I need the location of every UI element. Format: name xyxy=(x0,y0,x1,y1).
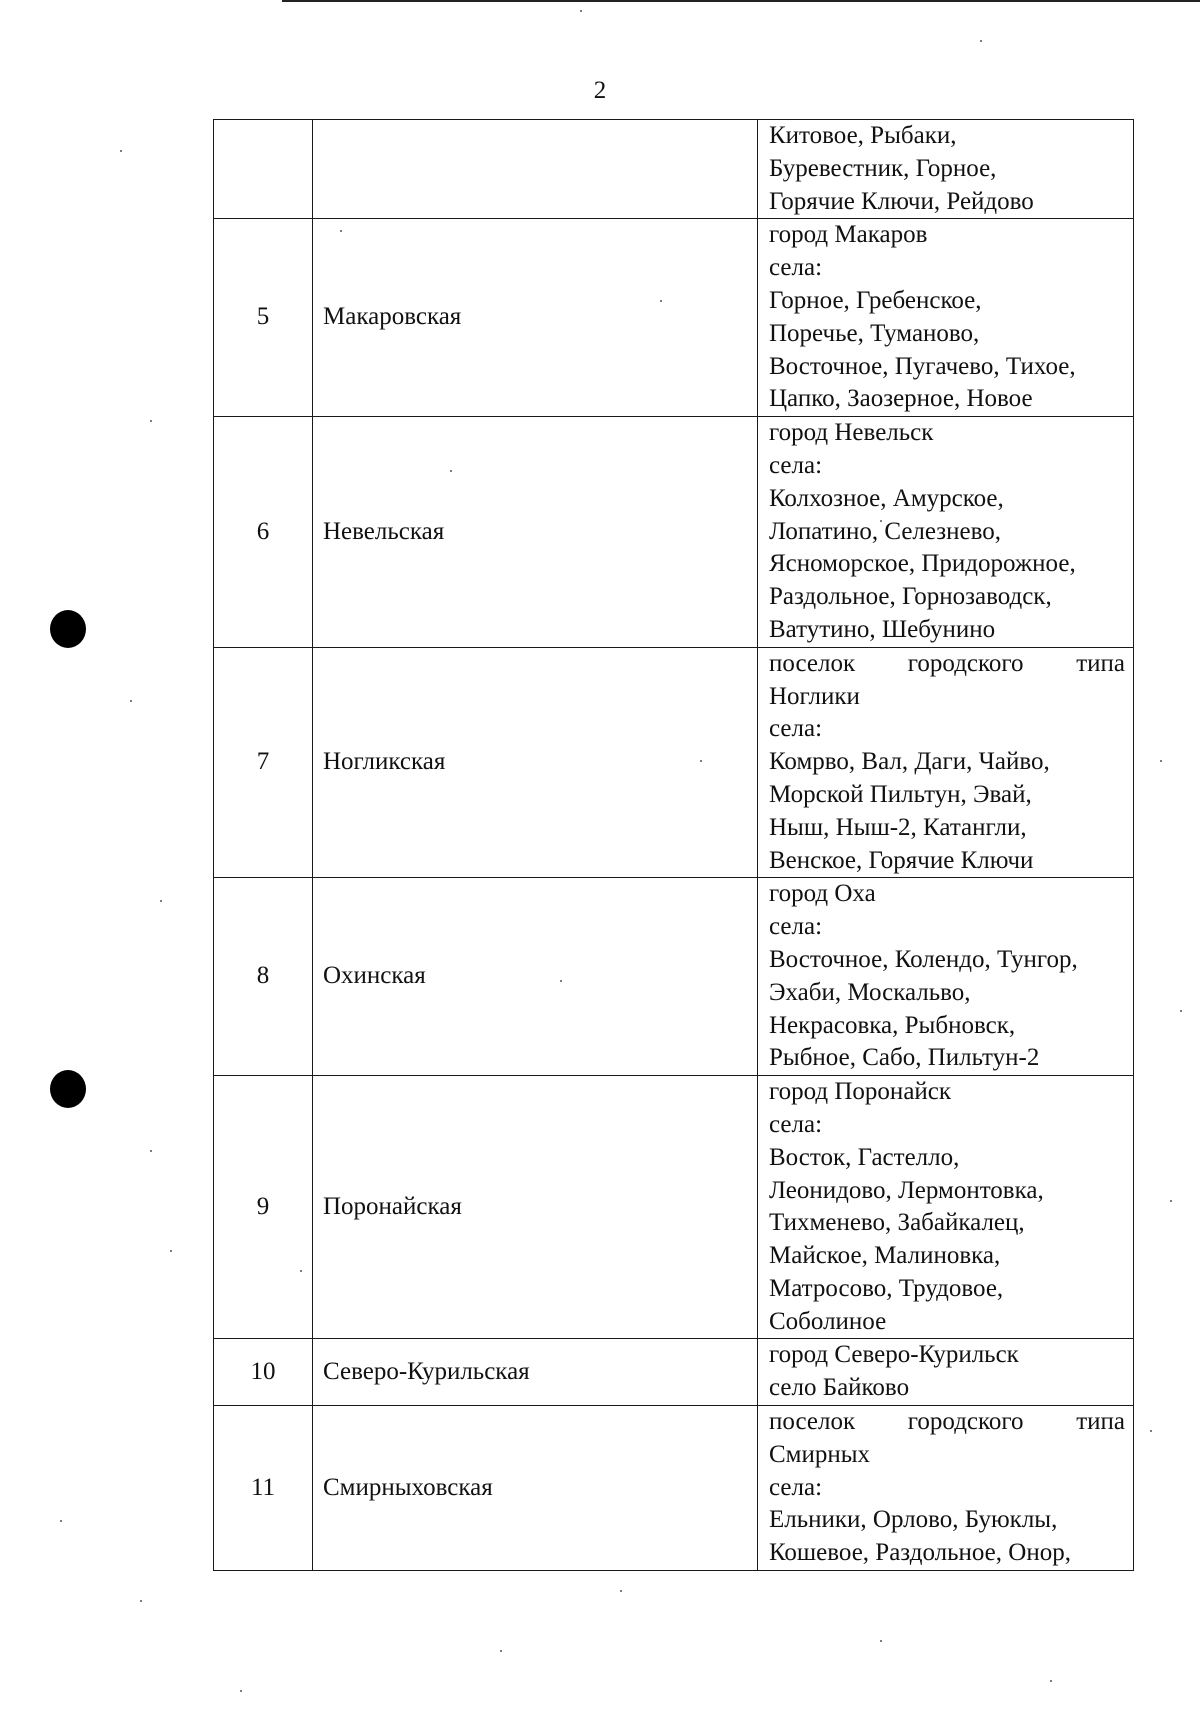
settlement-line: город Оха xyxy=(769,880,876,908)
settlement-line: Цапко, Заозерное, Новое xyxy=(769,385,1033,413)
row-number-cell: 10 xyxy=(214,1339,313,1406)
row-number-cell: 7 xyxy=(214,647,313,878)
settlement-line: Морской Пильтун, Эвай, xyxy=(769,780,1032,808)
row-number-cell: 6 xyxy=(214,417,313,648)
settlement-line: Лопатино, Селезнево, xyxy=(769,517,1002,545)
settlement-line: Некрасовка, Рыбновск, xyxy=(769,1011,1016,1039)
settlement-line: села: xyxy=(769,913,823,941)
row-number-cell: 9 xyxy=(214,1076,313,1339)
scan-speck xyxy=(60,1520,62,1522)
row-number-cell xyxy=(214,120,313,219)
settlement-line: Ныш, Ныш-2, Катангли, xyxy=(769,813,1027,841)
scan-speck xyxy=(150,1150,152,1152)
settlement-line: Эхаби, Москальво, xyxy=(769,978,971,1006)
scan-speck xyxy=(130,700,132,702)
settlements-cell xyxy=(758,219,1134,417)
scan-top-rule xyxy=(282,0,1200,2)
scan-speck xyxy=(160,900,162,902)
settlement-line: город Невельск xyxy=(769,419,934,447)
scan-speck xyxy=(580,10,582,12)
scan-speck xyxy=(1150,1430,1152,1432)
settlement-line: Ельники, Орлово, Буюклы, xyxy=(769,1506,1058,1534)
district-name-cell: Смирныховская xyxy=(313,1406,758,1571)
punch-hole-mark xyxy=(50,610,86,648)
settlement-line: поселок городского типа xyxy=(769,649,1125,677)
table-row xyxy=(214,647,1134,878)
scan-speck xyxy=(620,1590,622,1592)
settlement-line: Горное, Гребенское, xyxy=(769,286,982,314)
settlements-cell xyxy=(758,1076,1134,1339)
punch-hole-mark xyxy=(50,1070,86,1108)
district-name-cell: Макаровская xyxy=(313,219,758,417)
settlement-line: села: xyxy=(769,1110,823,1138)
settlement-line: села: xyxy=(769,451,823,479)
table-row xyxy=(214,1076,1134,1339)
table-row xyxy=(214,1339,1134,1406)
district-name-cell: Северо-Курильская xyxy=(313,1339,758,1406)
settlement-line: Китовое, Рыбаки, xyxy=(769,122,957,149)
settlement-line: Буревестник, Горное, xyxy=(769,154,997,182)
settlement-line: села: xyxy=(769,715,823,743)
settlement-line: Тихменево, Забайкалец, xyxy=(769,1209,1025,1237)
settlement-line: Майское, Малиновка, xyxy=(769,1242,1001,1270)
scan-speck xyxy=(1170,1200,1172,1202)
settlement-line: город Северо-Курильск xyxy=(769,1341,1019,1369)
scan-speck xyxy=(880,1640,882,1642)
row-number-cell: 11 xyxy=(214,1406,313,1571)
settlement-line: Восточное, Пугачево, Тихое, xyxy=(769,352,1076,380)
settlement-line: Соболиное xyxy=(769,1307,887,1335)
settlement-line: Рыбное, Сабо, Пильтун-2 xyxy=(769,1044,1040,1072)
district-name-cell: Поронайская xyxy=(313,1076,758,1339)
scan-speck xyxy=(1160,760,1162,762)
scan-speck xyxy=(150,420,152,422)
scan-speck xyxy=(1050,1680,1052,1682)
settlement-line: Комрво, Вал, Даги, Чайво, xyxy=(769,748,1050,776)
settlement-line: села: xyxy=(769,1473,823,1501)
table-row xyxy=(214,120,1134,219)
settlement-line: город Макаров xyxy=(769,221,928,249)
settlement-line: Колхозное, Амурское, xyxy=(769,484,1004,512)
settlement-line: Восточное, Колендо, Тунгор, xyxy=(769,945,1078,973)
settlement-line: Венское, Горячие Ключи xyxy=(769,846,1034,874)
table-row xyxy=(214,1406,1134,1571)
table-row xyxy=(214,219,1134,417)
scan-speck xyxy=(120,150,122,152)
settlements-cell xyxy=(758,417,1134,648)
settlement-line: Ноглики xyxy=(769,682,860,710)
settlements-cell xyxy=(758,647,1134,878)
settlement-line: села: xyxy=(769,254,823,282)
district-name-cell: Невельская xyxy=(313,417,758,648)
settlements-cell xyxy=(758,1339,1134,1406)
scan-speck xyxy=(140,1600,142,1602)
settlement-line: село Байково xyxy=(769,1374,910,1402)
settlements-cell xyxy=(758,878,1134,1076)
settlements-cell xyxy=(758,120,1134,219)
row-number-cell: 5 xyxy=(214,219,313,417)
settlement-line: Поречье, Туманово, xyxy=(769,319,980,347)
settlement-line: Горячие Ключи, Рейдово xyxy=(769,187,1034,215)
settlement-line: Леонидово, Лермонтовка, xyxy=(769,1176,1044,1204)
districts-table-body xyxy=(214,120,1134,1571)
district-name-cell: Ногликская xyxy=(313,647,758,878)
table-row xyxy=(214,878,1134,1076)
settlements-cell xyxy=(758,1406,1134,1571)
settlement-line: Ватутино, Шебунино xyxy=(769,615,996,643)
scan-speck xyxy=(170,1250,172,1252)
scan-speck xyxy=(1180,1010,1182,1012)
settlement-line: Ясноморское, Придорожное, xyxy=(769,550,1076,578)
district-name-cell xyxy=(313,120,758,219)
settlement-line: Матросово, Трудовое, xyxy=(769,1274,1004,1302)
settlement-line: Смирных xyxy=(769,1440,871,1468)
settlement-line: Восток, Гастелло, xyxy=(769,1143,960,1171)
scan-speck xyxy=(240,1690,242,1692)
settlement-line: Раздольное, Горнозаводск, xyxy=(769,583,1052,611)
settlement-line: поселок городского типа xyxy=(769,1408,1125,1436)
settlement-line: город Поронайск xyxy=(769,1078,952,1106)
row-number-cell: 8 xyxy=(214,878,313,1076)
scan-speck xyxy=(980,40,982,42)
page-number: 2 xyxy=(593,77,607,104)
table-row xyxy=(214,417,1134,648)
settlement-line: Кошевое, Раздольное, Онор, xyxy=(769,1539,1071,1567)
scan-speck xyxy=(500,1650,502,1652)
districts-table xyxy=(213,119,1134,1571)
district-name-cell: Охинская xyxy=(313,878,758,1076)
